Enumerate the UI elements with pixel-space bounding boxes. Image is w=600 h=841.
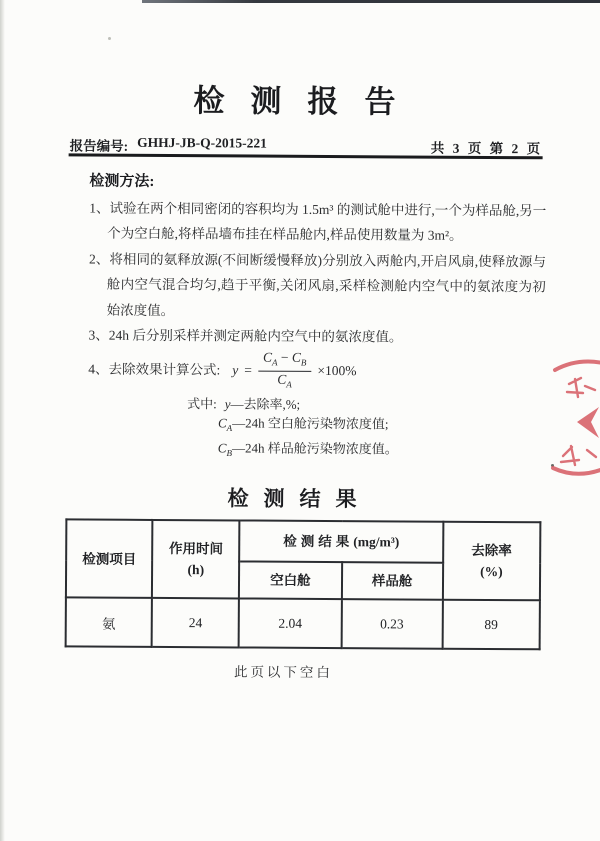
var-cb-sub: B xyxy=(300,357,307,368)
col-header-blank-chamber: 空白舱 xyxy=(239,561,341,599)
stamp-character-marks-upper xyxy=(567,378,595,397)
legend-var-ca: C xyxy=(217,415,227,431)
var-den: C xyxy=(277,371,287,387)
var-ca-sub: A xyxy=(271,357,278,368)
scan-edge-top xyxy=(142,0,600,3)
method-section-heading: 检测方法: xyxy=(89,173,155,190)
legend-var-cb: C xyxy=(217,440,227,456)
duration-unit: (h) xyxy=(187,562,205,578)
page-count-indicator: 共 3 页 第 2 页 xyxy=(430,140,543,157)
legend-var-cb-sub: B xyxy=(226,448,233,459)
method-items-list xyxy=(88,196,547,466)
legend-line-2 xyxy=(187,413,545,440)
legend-var-y: y xyxy=(224,395,231,412)
col-header-test-item: 检测项目 xyxy=(66,519,153,598)
result-unit: (mg/m³) xyxy=(353,534,400,550)
duration-label: 作用时间 xyxy=(168,541,224,557)
removal-label: 去除率 xyxy=(471,542,512,559)
item-number: 2、 xyxy=(88,251,110,267)
fraction-numerator xyxy=(258,351,312,372)
fraction-denominator xyxy=(277,372,292,391)
method-item-4-formula xyxy=(88,350,545,392)
col-header-test-result xyxy=(239,520,443,562)
formula-legend xyxy=(187,394,545,466)
legend-var-ca-sub: A xyxy=(226,423,233,434)
scan-edge-left-shadow xyxy=(0,0,5,841)
col-header-sample-chamber: 样品舱 xyxy=(341,562,442,600)
stamp-star-chevron xyxy=(577,407,599,438)
stamp-arc-top xyxy=(555,362,600,370)
var-cb: C xyxy=(291,350,301,366)
var-ca: C xyxy=(262,350,273,366)
removal-rate-formula xyxy=(232,351,356,391)
formula-var-y: y xyxy=(232,362,239,378)
item-number: 3、 xyxy=(88,327,109,343)
col-header-removal-rate xyxy=(443,522,541,601)
formula-fraction xyxy=(258,351,312,390)
report-number-value: GHHJ-JB-Q-2015-221 xyxy=(137,134,267,151)
red-seal-stamp-icon xyxy=(547,352,600,482)
cell-blank-value: 2.04 xyxy=(239,598,342,648)
report-number-group xyxy=(70,134,267,155)
cell-sample-value: 0.23 xyxy=(341,599,443,649)
item-text: 将相同的氨释放源(不间断缓慢释放)分别放入两舱内,开启风扇,使释放源与舱内空气混合均匀,趋于平衡,关闭风扇,采样检测舱内空气中的氨浓度为初始浓度值。 xyxy=(106,251,547,318)
table-row xyxy=(66,597,540,649)
result-table xyxy=(65,518,542,650)
item-number: 1、 xyxy=(89,200,110,216)
result-label: 检测结果 xyxy=(283,533,354,550)
formula-equals: = xyxy=(244,362,252,378)
cell-removal-value: 89 xyxy=(442,600,540,650)
legend-text-3: —24h 样品舱污染物浓度值。 xyxy=(231,440,398,457)
var-den-sub: A xyxy=(286,379,292,390)
report-title: 检测报告 xyxy=(193,83,422,120)
cell-test-item: 氨 xyxy=(66,597,152,647)
report-number-label: 报告编号: xyxy=(69,138,129,154)
result-section-heading: 检测结果 xyxy=(227,486,372,512)
method-item-3 xyxy=(88,323,545,351)
blank-below-note: 此页以下空白 xyxy=(233,664,334,681)
method-item-2 xyxy=(89,246,546,325)
legend-line-3 xyxy=(187,438,545,465)
formula-label: 4、去除效果计算公式: xyxy=(88,361,221,378)
stamp-arc-bottom xyxy=(553,468,600,474)
legend-label: 式中: xyxy=(187,395,217,411)
col-header-duration xyxy=(152,520,240,599)
scan-speck xyxy=(108,37,111,40)
legend-text-1: —去除率,%; xyxy=(230,396,301,412)
legend-line-1 xyxy=(187,394,545,416)
legend-text-2: —24h 空白舱污染物浓度值; xyxy=(232,415,389,432)
stamp-character-marks-lower xyxy=(561,446,596,465)
cell-duration: 24 xyxy=(152,598,239,648)
item-text: 24h 后分别采样并测定两舱内空气中的氨浓度值。 xyxy=(108,327,403,345)
method-item-1 xyxy=(89,196,546,250)
item-text: 试验在两个相同密闭的容积均为 1.5m³ 的测试舱中进行,一个为样品舱,另一个为空白舱,将样品墙布挂在样品舱内,样品使用数量为 3m²。 xyxy=(107,200,547,244)
removal-unit: (%) xyxy=(480,563,503,580)
formula-suffix: ×100% xyxy=(317,362,357,378)
minus-sign: − xyxy=(280,350,289,366)
